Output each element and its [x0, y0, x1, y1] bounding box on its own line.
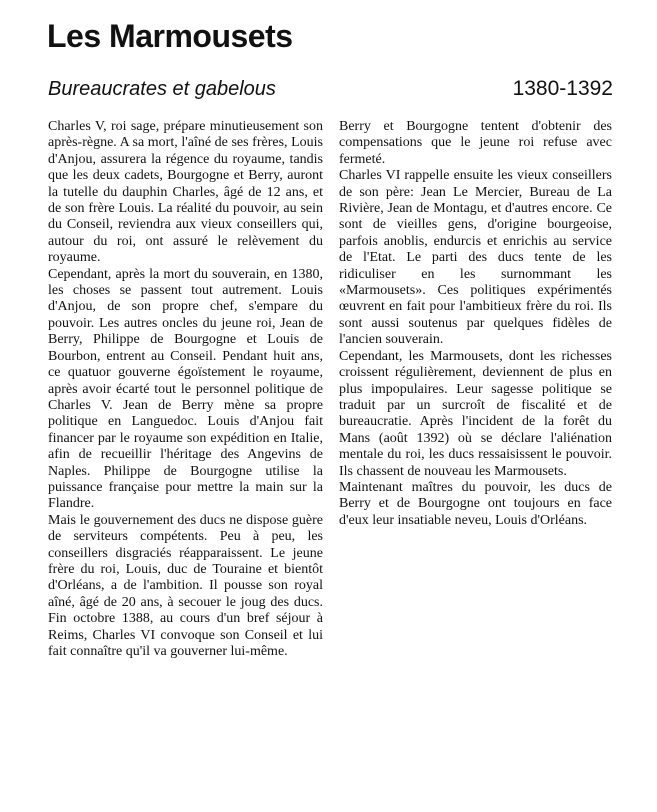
page-title: Les Marmousets	[47, 18, 293, 54]
paragraph: Berry et Bourgogne tentent d'obtenir des compensations que le jeune roi refuse avec fermeté.	[339, 119, 612, 167]
text-column-right	[339, 119, 612, 529]
paragraph: Charles VI rappelle ensuite les vieux conseillers de son père: Jean Le Mercier, Bureau de La Rivière, Jean de Montagu, et d'autres encore. Ce sont de vieilles gens, d'origine bourgeoise, parfois anoblis, endurcis et enrichis au service de l'Etat. Le parti des ducs tente de les ridiculiser en les surnommant les «Marmousets». Ces politiques expérimentés œuvrent en fait pour l'ambitieux frère du roi. Ils sont aussi soutenus par quelques fidèles de l'ancien souverain.	[339, 168, 612, 348]
paragraph: Cependant, après la mort du souverain, en 1380, les choses se passent tout autrement. Louis d'Anjou, de son propre chef, s'empare du pouvoir. Les autres oncles du jeune roi, Jean de Berry, Philippe de Bourgogne et Louis de Bourbon, entrent au Conseil. Pendant huit ans, ce quatuor gouverne égoïstement le royaume, après avoir écarté tout le personnel politique de Charles V. Jean de Berry mène sa propre politique en Languedoc. Louis d'Anjou fait financer par le royaume son expédition en Italie, afin de recueillir l'héritage des Angevins de Naples. Philippe de Bourgogne utilise la puissance française pour mettre la main sur la Flandre.	[48, 266, 323, 512]
paragraph: Cependant, les Marmousets, dont les richesses croissent régulièrement, deviennent de plus en plus impopulaires. Leur sagesse politique se traduit par un surcroît de fiscalité et de bureaucratie. Après l'incident de la forêt du Mans (août 1392) où se déclare l'aliénation mentale du roi, les ducs ressaisissent le pouvoir. Ils chassent de nouveau les Marmousets.	[339, 348, 612, 479]
text-column-left	[48, 119, 323, 660]
paragraph: Charles V, roi sage, prépare minutieusement son après-règne. A sa mort, l'aîné de ses frères, Louis d'Anjou, assurera la régence du royaume, tandis que les deux cadets, Bourgogne et Berry, auront la tutelle du dauphin Charles, âgé de 12 ans, et de son frère Louis. La réalité du pouvoir, au sein du Conseil, reviendra aux vieux conseillers qui, autour du roi, ont assuré le relèvement du royaume.	[48, 119, 323, 266]
paragraph: Maintenant maîtres du pouvoir, les ducs de Berry et de Bourgogne ont toujours en face d'eux leur insatiable neveu, Louis d'Orléans.	[339, 479, 612, 528]
date-range: 1380-1392	[512, 77, 613, 100]
paragraph: Mais le gouvernement des ducs ne dispose guère de serviteurs compétents. Peu à peu, les conseillers disgraciés réapparaissent. Le jeune frère du roi, Louis, duc de Touraine et bientôt d'Orléans, a de l'ambition. Il pousse son royal aîné, âgé de 20 ans, à secouer le joug des ducs. Fin octobre 1388, au cours d'un bref séjour à Reims, Charles VI convoque son Conseil et lui fait connaître qu'il va gouverner lui-même.	[48, 512, 323, 659]
subtitle: Bureaucrates et gabelous	[48, 78, 276, 100]
